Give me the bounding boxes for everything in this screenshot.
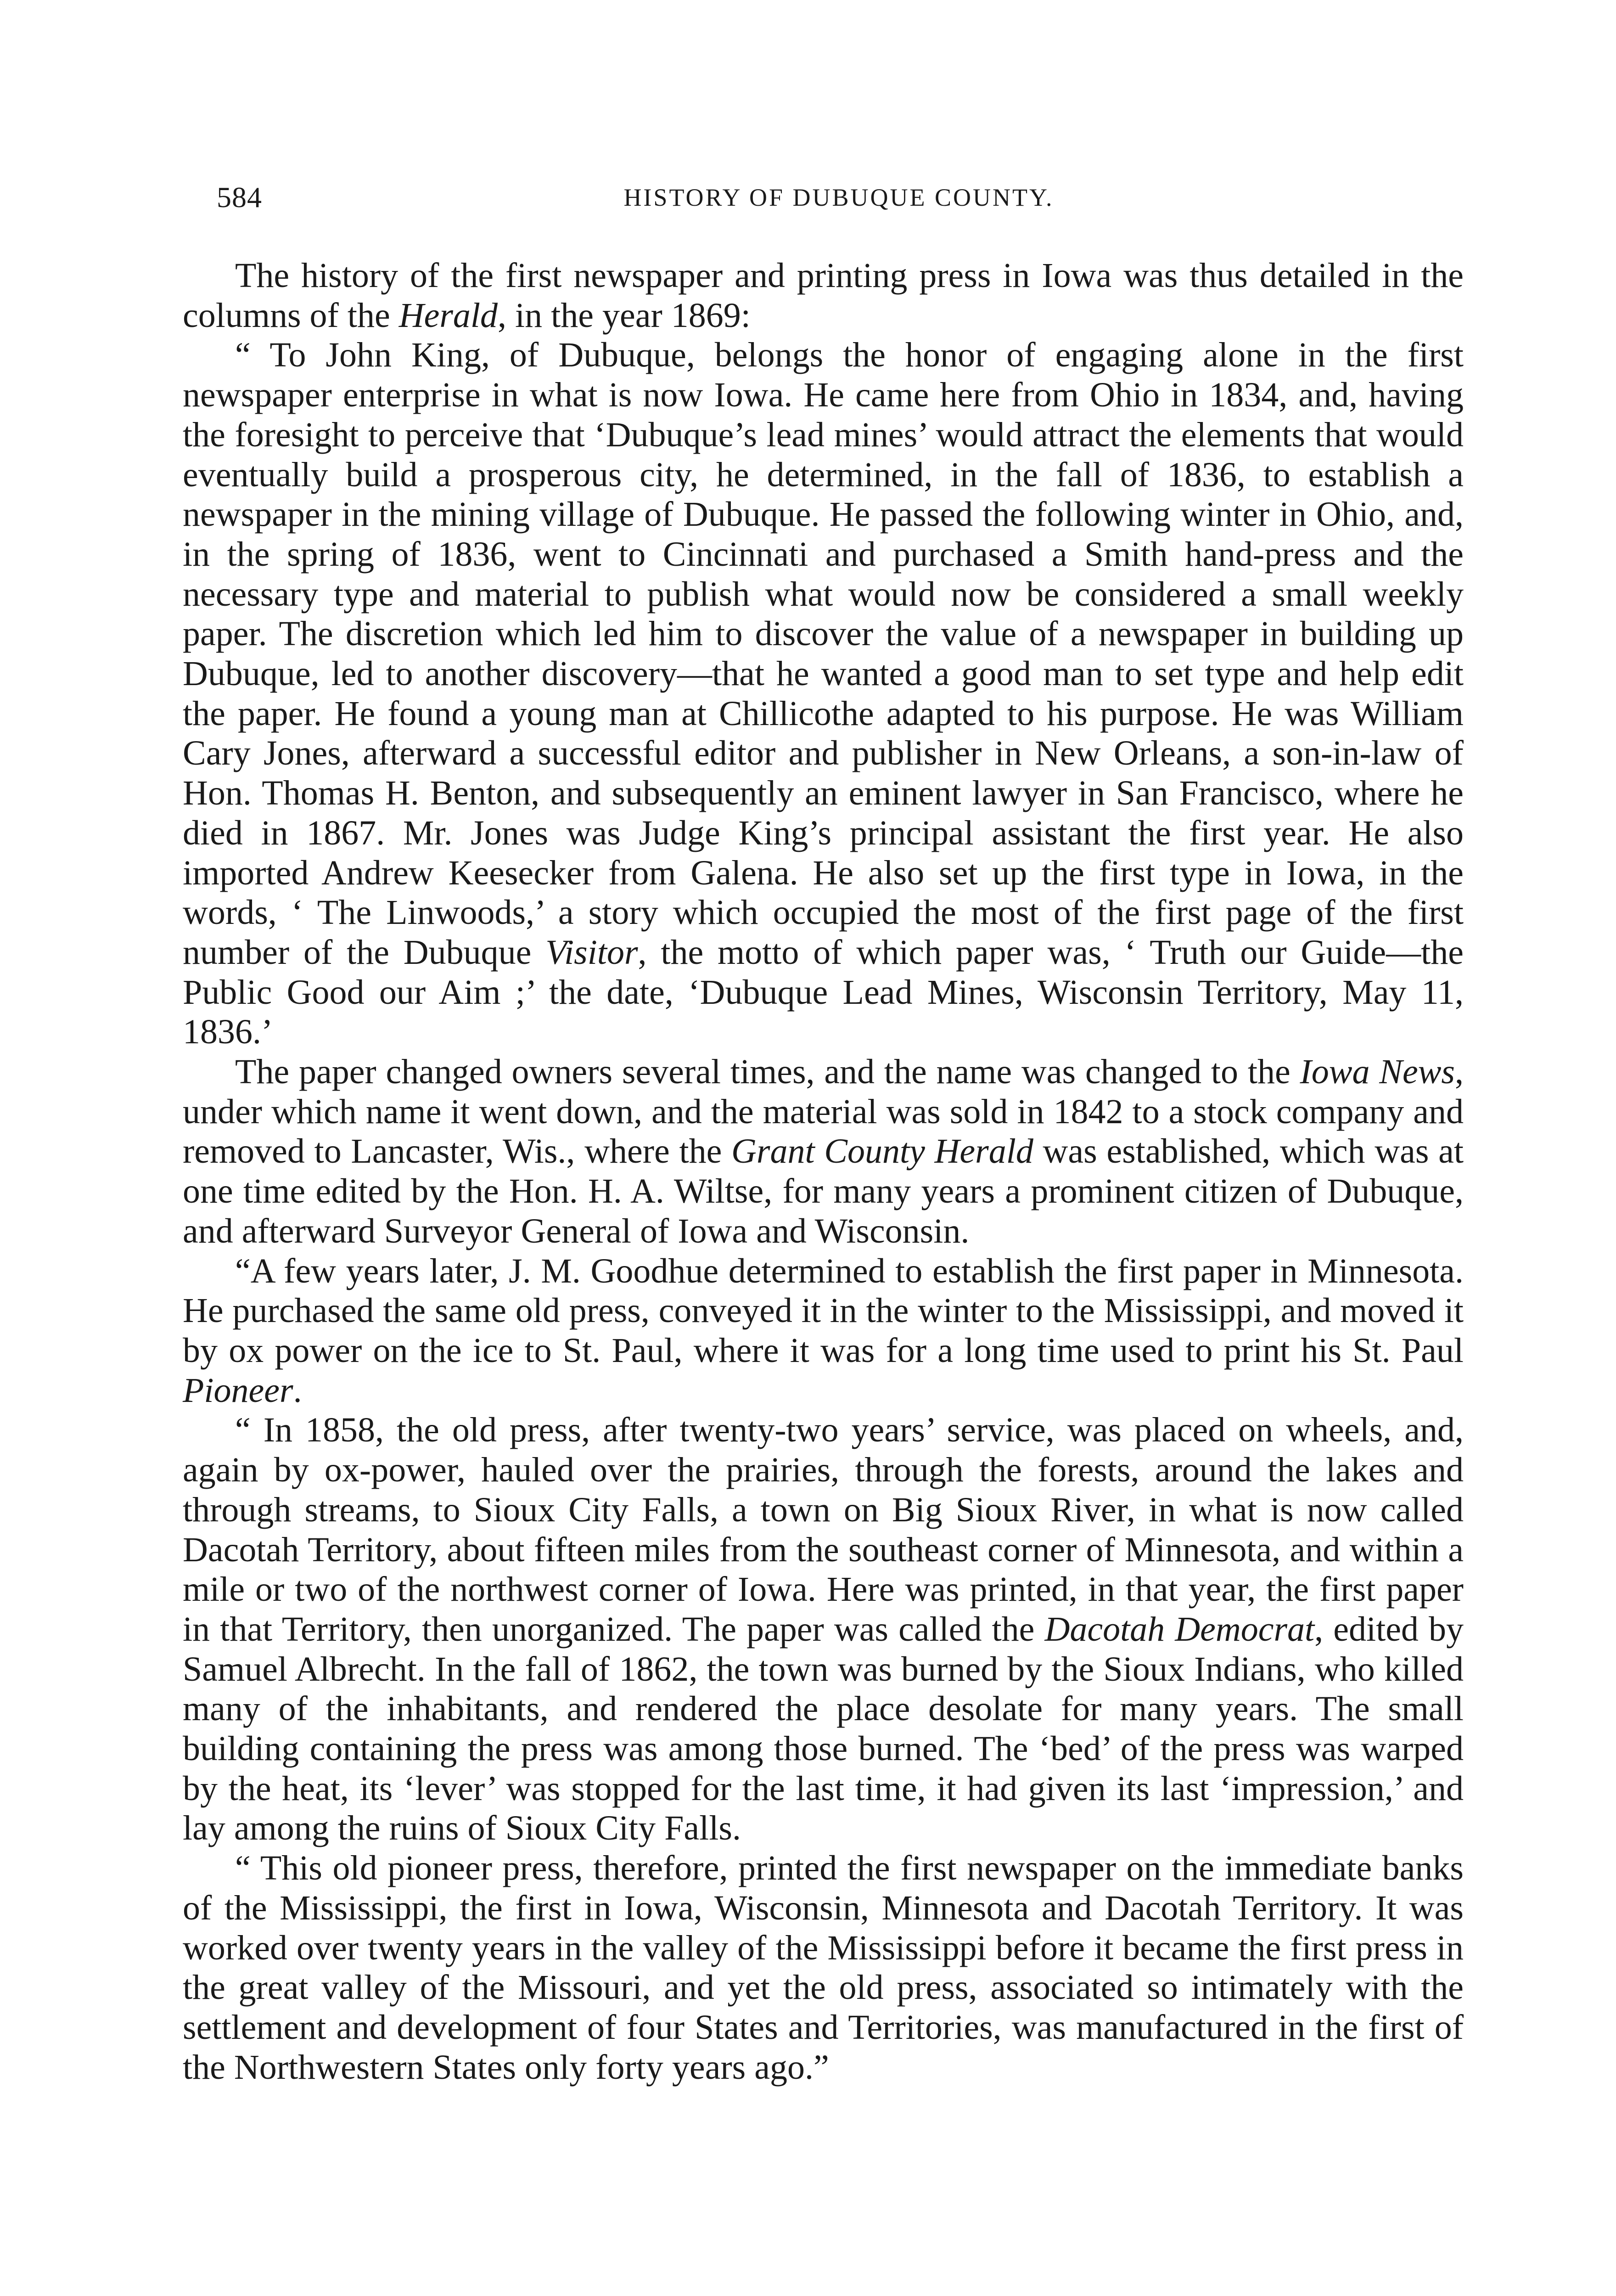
italic-title: Visitor [545,933,638,972]
body-text [183,256,1464,2087]
paragraph-intro [183,256,1464,335]
paragraph-john-king [183,335,1464,1052]
paragraph-text: “A few years later, J. M. Goodhue determined to establish the first paper in Minnesota. He purchased the same old press, conveyed it in the winter to the Mississippi, and moved it by ox power on the ice to St. Paul, where it was for a long time used to print his St. Paul [183,1251,1464,1370]
italic-title: Iowa News [1300,1052,1455,1092]
italic-title: Herald [398,296,498,335]
paragraph-text: The history of the first newspaper and printing press in Iowa was thus detailed in the columns of the [183,256,1464,335]
paragraph-text: “ This old pioneer press, therefore, printed the first newspaper on the immediate banks of the Mississippi, the first in Iowa, Wisconsin, Minnesota and Dacotah Territory. It was worked over twenty years in the valley of the Mississippi before it became the first press in the great valley of the Missouri, and yet the old press, associated so intimately with the settlement and development of four States and Territories, was manufactured in the first of the Northwestern States only forty years ago.” [183,1849,1464,2087]
italic-title: Dacotah Democrat [1044,1609,1315,1649]
italic-title: Pioneer [183,1371,293,1410]
paragraph-iowa-news [183,1052,1464,1251]
page-header [217,179,1461,220]
paragraph-minnesota [183,1251,1464,1411]
paragraph-text: “ To John King, of Dubuque, belongs the honor of engaging alone in the first newspaper enterprise in what is now Iowa. He came here from Ohio in 1834, and, having the foresight to perceive that ‘Dubuque’s lead mines’ would attract the elements that would eventually build a prosperous city, he determined, in the fall of 1836, to establish a newspaper in the mining village of Dubuque. He passed the following winter in Ohio, and, in the spring of 1836, went to Cincinnati and purchased a Smith hand-press and the necessary type and material to publish what would now be considered a small weekly paper. The discretion which led him to discover the value of a newspaper in building up Dubuque, led to another discovery—that he wanted a good man to set type and help edit the paper. He found a young man at Chillicothe adapted to his purpose. He was William Cary Jones, afterward a successful editor and publisher in New Orleans, a son-in-law of Hon. Thomas H. Benton, and subsequently an eminent lawyer in San Francisco, where he died in 1867. Mr. Jones was Judge King’s principal assistant the first year. He also imported Andrew Keesecker from Galena. He also set up the first type in Iowa, in the words, ‘ The Linwoods,’ a story which occupied the most of the first page of the first number of the Dubuque [183,336,1464,972]
paragraph-conclusion [183,1848,1464,2087]
paragraph-dacotah [183,1410,1464,1848]
paragraph-text: , the motto of which paper was, ‘ Truth our Guide—the Public Good our Aim ;’ the date, ‘Dubuque Lead Mines, Wisconsin Territory, May 11, 1836.’ [183,933,1464,1052]
page-number: 584 [217,181,262,214]
running-title: HISTORY OF DUBUQUE COUNTY. [623,184,1054,211]
italic-title: Grant County Herald [731,1132,1033,1171]
paragraph-text: , under which name it went down, and the material was sold in 1842 to a stock company and removed to Lancaster, Wis., where the [183,1052,1464,1171]
paragraph-text: The paper changed owners several times, and the name was changed to the [235,1052,1300,1092]
paragraph-text: , in the year 1869: [498,296,751,335]
paragraph-text: . [293,1371,302,1410]
paragraph-text: , edited by Samuel Albrecht. In the fall of 1862, the town was burned by the Sioux Indians, who killed many of the inhabitants, and rendered the place desolate for many years. The small building containing the press was among those burned. The ‘bed’ of the press was warped by the heat, its ‘lever’ was stopped for the last time, it had given its last ‘impression,’ and lay among the ruins of Sioux City Falls. [183,1609,1464,1848]
paragraph-text: was established, which was at one time edited by the Hon. H. A. Wiltse, for many years a prominent citizen of Dubuque, and afterward Surveyor General of Iowa and Wisconsin. [183,1132,1464,1250]
paragraph-text: “ In 1858, the old press, after twenty-two years’ service, was placed on wheels, and, again by ox-power, hauled over the prairies, through the forests, around the lakes and through streams, to Sioux City Falls, a town on Big Sioux River, in what is now called Dacotah Territory, about fifteen miles from the southeast corner of Minnesota, and within a mile or two of the northwest corner of Iowa. Here was printed, in that year, the first paper in that Territory, then unorganized. The paper was called the [183,1411,1464,1649]
